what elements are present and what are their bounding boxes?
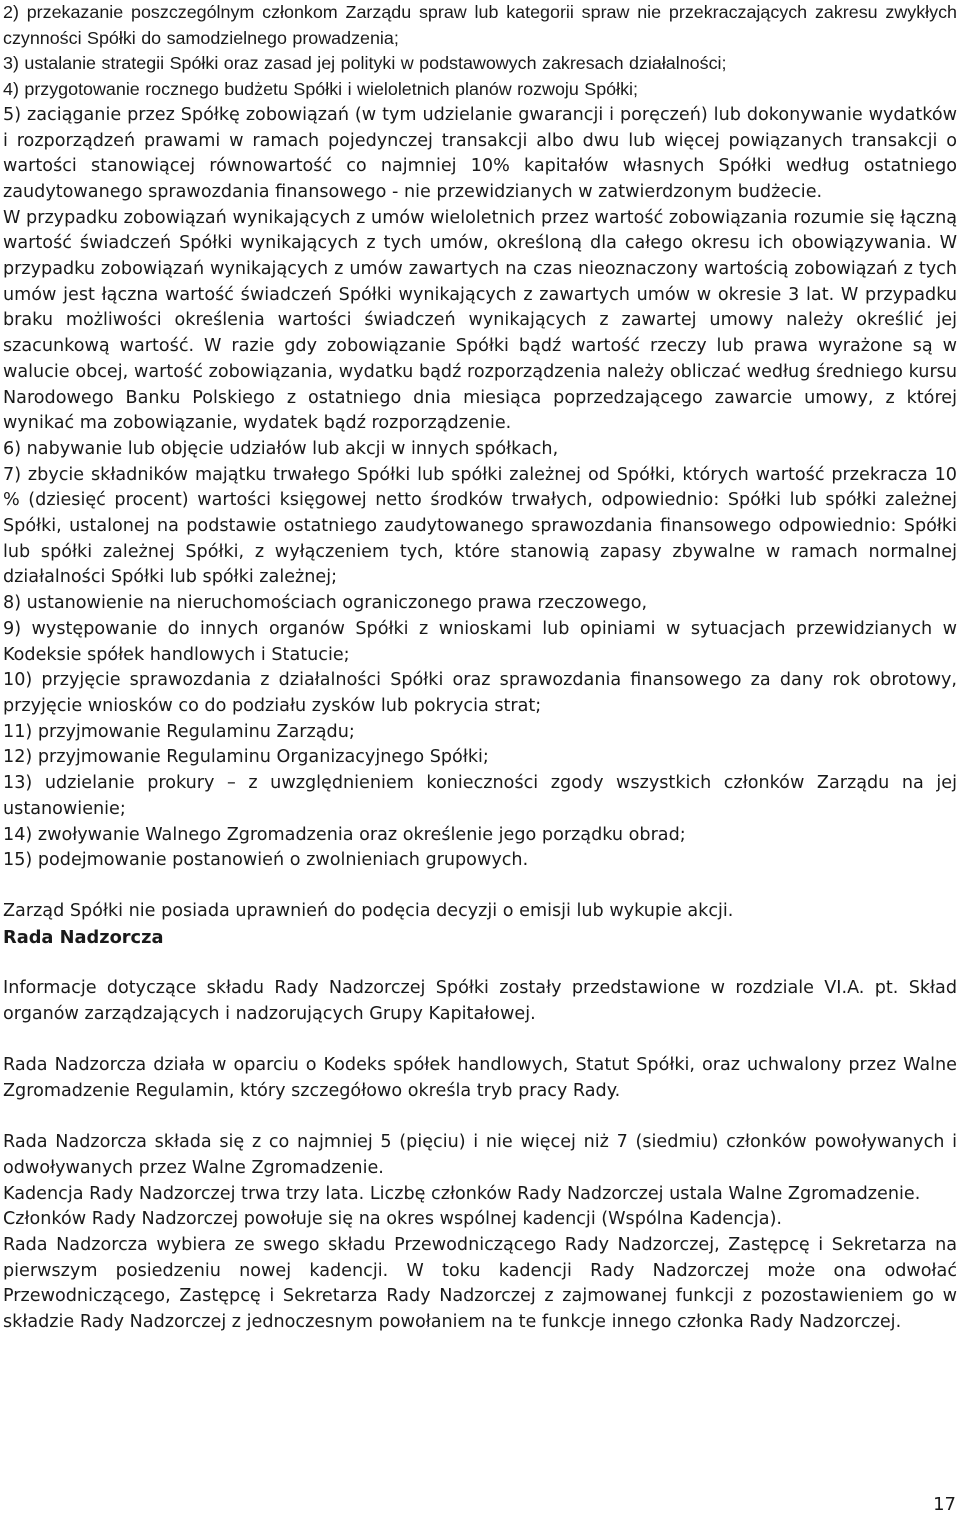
rn-officers-paragraph: Rada Nadzorcza wybiera ze swego składu Przewodniczącego Rady Nadzorczej, Zastępcę i Sekretarza na pierwszym posiedzeniu nowej kadencji. W toku kadencji Rady Nadzorczej może ona odwołać Przewodniczącego, Zastępcę i Sekretarza Rady Nadzorczej z zajmowanej funkcji z pozostawieniem go w składzie Rady Nadzorczej z jednoczesnym powołaniem na te funkcje innego członka Rady Nadzorczej. (3, 1234, 957, 1333)
obligations-paragraph: W przypadku zobowiązań wynikających z umów wieloletnich przez wartość zobowiązania rozumie się łączną wartość świadczeń Spółki wynikających z tych umów, określoną dla całego okresu ich obowiązywania. W przypadku zobowiązań wynikających z umów zawartych na czas nieoznaczony wartością zobowiązań z tych umów jest łączna wartość świadczeń Spółki wynikających z zawartych umów w okresie 3 lat. W przypadku braku możliwości określenia wartości świadczeń wynikających z zawartej umowy należy określić jej szacunkową wartość. W razie gdy zobowiązanie Spółki bądź wartość rzeczy lub prawa wyrażone są w walucie obcej, wartość zobowiązania, wydatku bądź rozporządzenia należy obliczać według średniego kursu Narodowego Banku Polskiego z ostatniego dnia miesiąca poprzedzającego zawarcie umowy, z której wynikać ma zobowiązanie, wydatek bądź rozporządzenie. (3, 207, 957, 434)
page-number: 17 (933, 1494, 956, 1515)
section-heading: Rada Nadzorcza (3, 927, 164, 949)
item-10-text: 10) przyjęcie sprawozdania z działalności Spółki oraz sprawozdania finansowego za dany rok obrotowy, przyjęcie wniosków co do podziału zysków lub pokrycia strat; (3, 670, 957, 716)
rn-basis-paragraph: Rada Nadzorcza działa w oparciu o Kodeks spółek handlowych, Statut Spółki, oraz uchwalony przez Walne Zgromadzenie Regulamin, który szczegółowo określa tryb pracy Rady. (3, 1055, 957, 1101)
item-14-text: 14) zwoływanie Walnego Zgromadzenia oraz określenie jego porządku obrad; (3, 824, 686, 845)
item-2-text: 2) przekazanie poszczególnym członkom Zarządu spraw lub kategorii spraw nie przekraczających zakresu zwykłych czynności Spółki do samodzielnego prowadzenia; (3, 2, 957, 48)
item-3-text: 3) ustalanie strategii Spółki oraz zasad jej polityki w podstawowych zakresach działalności; (3, 53, 727, 74)
item-6-text: 6) nabywanie lub objęcie udziałów lub akcji w innych spółkach, (3, 438, 559, 459)
board-no-authority-text: Zarząd Spółki nie posiada uprawnień do podęcia decyzji o emisji lub wykupie akcji. (3, 901, 734, 922)
item-11-text: 11) przyjmowanie Regulaminu Zarządu; (3, 721, 355, 742)
rn-members-paragraph: Rada Nadzorcza składa się z co najmniej 5 (pięciu) i nie więcej niż 7 (siedmiu) członków powoływanych i odwoływanych przez Walne Zgromadzenie. (3, 1132, 957, 1178)
item-5-text: 5) zaciąganie przez Spółkę zobowiązań (w tym udzielanie gwarancji i poręczeń) lub dokonywanie wydatków i rozporządzeń prawami w ramach pojedynczej transakcji albo dwu lub więcej powiązanych transakcji o wartości stanowiącej równowartość co najmniej 10% kapitałów własnych Spółki według ostatniego zaudytowanego sprawozdania finansowego - nie przewidzianych w zatwierdzonym budżecie. (3, 104, 957, 202)
item-13-text: 13) udzielanie prokury – z uwzględnieniem konieczności zgody wszystkich członków Zarządu na jej ustanowienie; (3, 773, 957, 819)
item-12-text: 12) przyjmowanie Regulaminu Organizacyjnego Spółki; (3, 747, 489, 768)
item-15-text: 15) podejmowanie postanowień o zwolnieniach grupowych. (3, 850, 529, 871)
item-7-text: 7) zbycie składników majątku trwałego Spółki lub spółki zależnej od Spółki, których wartość przekracza 10 % (dziesięć procent) wartości księgowej netto środków trwałych, odpowiednio: Spółki lub spółki zależnej Spółki, ustalonej na podstawie ostatniego zaudytowanego sprawozdania finansowego odpowiednio: Spółki lub spółki zależnej Spółki, z wyłączeniem tych, które stanowią zapasy zbywalne w ramach normalnej działalności Spółki lub spółki zależnej; (3, 464, 957, 588)
rn-info-paragraph: Informacje dotyczące składu Rady Nadzorczej Spółki zostały przedstawione w rozdziale VI.A. pt. Skład organów zarządzających i nadzorujących Grupy Kapitałowej. (3, 978, 957, 1025)
item-9-text: 9) występowanie do innych organów Spółki z wnioskami lub opiniami w sytuacjach przewidzianych w Kodeksie spółek handlowych i Statucie; (3, 618, 957, 665)
item-8-text: 8) ustanowienie na nieruchomościach ograniczonego prawa rzeczowego, (3, 593, 648, 614)
rn-joint-term-paragraph: Członków Rady Nadzorczej powołuje się na okres wspólnej kadencji (Wspólna Kadencja). (3, 1209, 783, 1230)
document-page (3, 0, 957, 1336)
rn-term-paragraph: Kadencja Rady Nadzorczej trwa trzy lata. Liczbę członków Rady Nadzorczej ustala Walne Zgromadzenie. (3, 1183, 921, 1204)
item-4-text: 4) przygotowanie rocznego budżetu Spółki i wieloletnich planów rozwoju Spółki; (3, 79, 638, 100)
